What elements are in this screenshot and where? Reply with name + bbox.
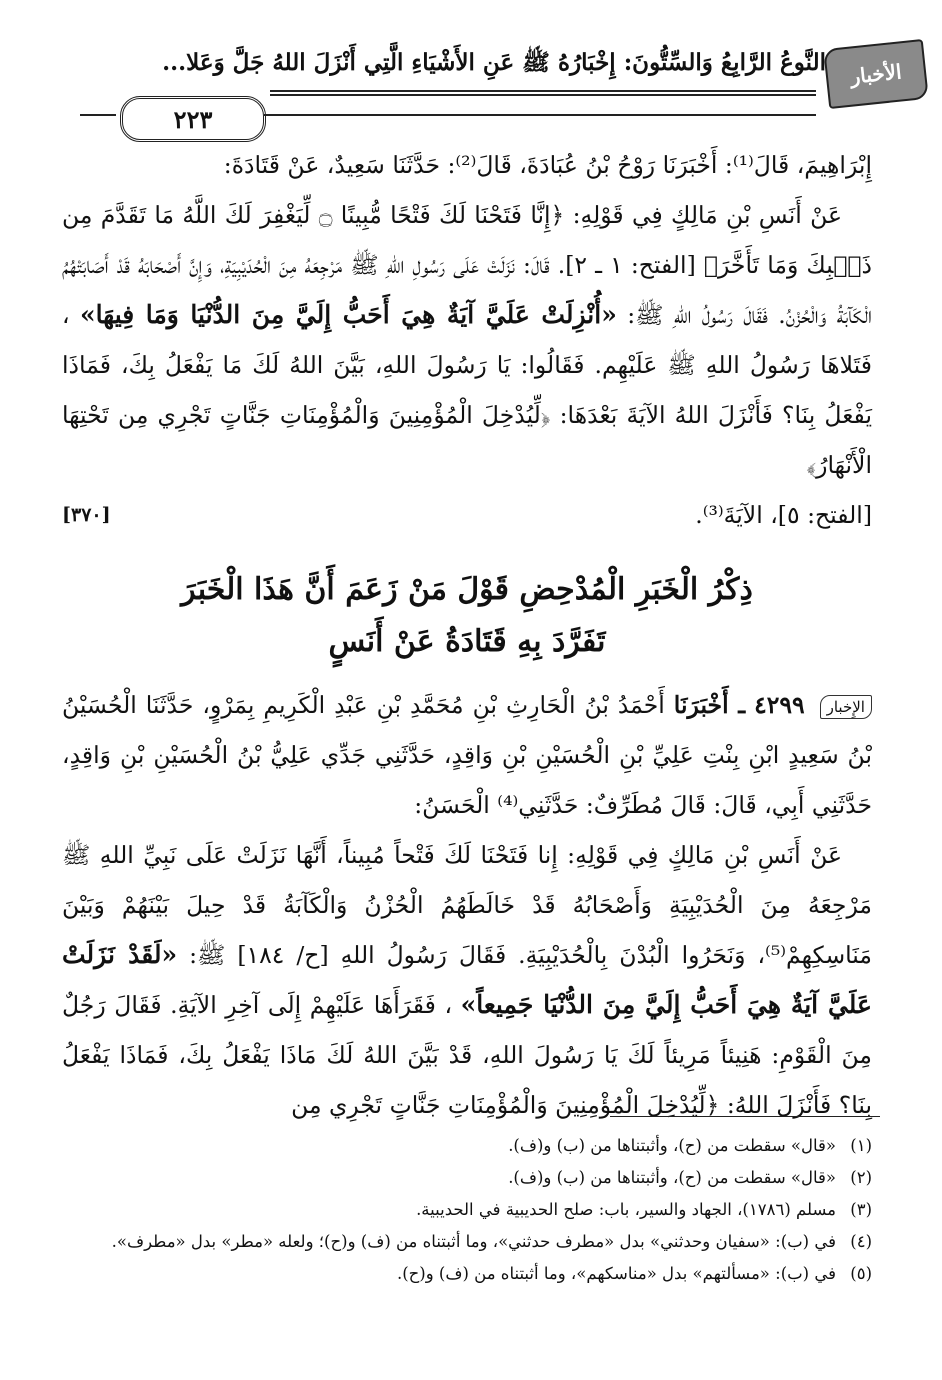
section-heading-line-2: تَفَرَّدَ بِهِ قَتَادَةُ عَنْ أَنَسٍ: [328, 624, 606, 659]
paragraph-isnad-continued: إِبْرَاهِيمَ، قَالَ⁽¹⁾: أَخْبَرَنَا رَوْحُ بْنُ عُبَادَةَ، قَالَ⁽²⁾: حَدَّثَنَا سَعِيدٌ، عَنْ قَتَادَةَ:: [223, 151, 872, 179]
page-header: [80, 38, 926, 134]
main-text: [62, 140, 872, 1130]
footnote-separator: [610, 1116, 880, 1117]
section-heading: [62, 564, 872, 668]
page-number: ٢٢٣: [120, 96, 266, 142]
footnote: (٣) مسلم (١٧٨٦)، الجهاد والسير، باب: صلح الحديبية في الحديبية.: [416, 1200, 872, 1219]
hadith-370-text: عَنْ أَنَسِ بْنِ مَالِكٍ فِي قَوْلِهِ: ﴿إِنَّا فَتَحْنَا لَكَ فَتْحًا مُّبِينًا ۝ لِّيَغْفِرَ لَكَ اللَّهُ مَا تَقَدَّمَ مِن ذَنۢبِكَ وَمَا تَأَخَّرَ﴾ [الفتح: ١ ـ ٢]. قَالَ: نَزَلَتْ عَلَى رَسُولِ اللهِ ﷺ مَرْجِعَهُ مِنَ الْحُدَيْبِيَةِ، وَإِنَّ أَصْحَابَهُ قَدْ أَصَابَتْهُمُ الْكَآبَةُ وَالْحُزْنُ. فَقَالَ رَسُولُ اللهِ ﷺ:: [62, 201, 872, 329]
section-heading-line-1: ذِكْرُ الْخَبَرِ الْمُدْحِضِ قَوْلَ مَنْ زَعَمَ أَنَّ هَذَا الْخَبَرَ: [181, 572, 753, 607]
quran-reference: [الفتح: ٥]، الآيَةَ⁽³⁾.: [695, 501, 872, 529]
hadith-serial-number: [٣٧٠]: [62, 504, 111, 526]
footnote: (٥) في (ب): «مسألتهم» بدل «مناسكهم»، وما أثبتناه من (ف) و(ح).: [396, 1264, 872, 1283]
footnote: (٢) «قال» سقطت من (ح)، وأثبتناها من (ب) و(ف).: [508, 1168, 872, 1187]
running-title: النَّوعُ الرَّابِعُ وَالسِّتُّونَ: إِخْبَارُهُ ﷺ عَنِ الأَشْيَاءِ الَّتِي أَنْزَلَ اللهُ جَلَّ وَعَلا...: [162, 49, 826, 76]
hadith-370-reference-line: [62, 490, 872, 540]
page-number-rule-right: [264, 114, 816, 116]
hadith-opening: ـ أَخْبَرَنَا: [673, 691, 746, 719]
header-rule-top: [270, 90, 816, 92]
paragraph-hadith-4299-matn: [62, 830, 872, 1130]
hadith-isnad: أَحْمَدُ بْنُ الْحَارِثِ بْنِ مُحَمَّدِ بْنِ عَبْدِ الْكَرِيمِ بِمَرْوٍ، حَدَّثَنَا الْحُسَيْنُ بْنُ سَعِيدٍ ابْنِ بِنْتِ عَلِيِّ بْنِ الْحُسَيْنِ بْنِ وَاقِدٍ، حَدَّثَنِي جَدِّي عَلِيُّ بْنُ الْحُسَيْنِ بْنِ وَاقِدٍ، حَدَّثَنِي أَبِي، قَالَ: قَالَ مُطَرِّفٌ: حَدَّثَنِي⁽⁴⁾ الْحَسَنُ:: [62, 691, 872, 819]
paragraph-hadith-4299-isnad: [62, 680, 872, 830]
hadith-matn-2: ، فَقَرَأَهَا عَلَيْهِمْ إِلَى آخِرِ الآيَةِ. فَقَالَ رَجُلٌ مِنَ الْقَوْمِ: هَنِيئاً مَرِيئاً لَكَ يَا رَسُولَ اللهِ، قَدْ بَيَّنَ اللهُ لَكَ مَاذَا يَفْعَلُ بِكَ، فَمَاذَا يَفْعَلُ بِنَا؟ فَأَنْزَلَ اللهُ: ﴿لِّيُدْخِلَ الْمُؤْمِنِينَ وَالْمُؤْمِنَاتِ جَنَّاتٍ تَجْرِي مِن: [62, 991, 872, 1119]
hadith-matn-1: عَنْ أَنَسِ بْنِ مَالِكٍ فِي قَوْلِهِ: إِنا فَتَحْنَا لَكَ فَتْحاً مُبِيناً، أَنَّهَا نَزَلَتْ عَلَى نَبِيِّ اللهِ ﷺ مَرْجِعَهُ مِنَ الْحُدَيْبِيَةِ وَأَصْحَابُهُ قَدْ خَالَطَهُمُ الْحُزْنُ وَالْكَآبَةُ قَدْ حِيلَ بَيْنَهُمْ وَبَيْنَ مَنَاسِكِهِمْ⁽⁵⁾، وَنَحَرُوا الْبُدْنَ بِالْحُدَيْبِيَةِ. فَقَالَ رَسُولُ اللهِ [ح/ ١٨٤] ﷺ:: [62, 841, 872, 969]
prophetic-saying-2: «لَقَدْ نَزَلَتْ عَلَيَّ آيَةٌ هِيَ أَحَبُّ إِلَيَّ مِنَ الدُّنْيَا جَمِيعاً»: [62, 940, 872, 1019]
footnote: (٤) في (ب): «سفيان وحدثني» بدل «مطرف حدثني»، وما أثبتناه من (ف) و(ح)؛ ولعله «مطر» بدل «مطرف».: [111, 1232, 872, 1251]
hadith-number: ٤٢٩٩: [754, 691, 805, 719]
page-number-rule-left: [80, 114, 116, 116]
paragraph-hadith-370: [62, 190, 872, 490]
chapter-badge: الأخبار: [823, 39, 929, 109]
ikhbar-tag: الإِخبار: [820, 695, 872, 719]
header-rule-bottom: [270, 94, 816, 96]
prophetic-saying: «أُنْزِلَتْ عَلَيَّ آيَةٌ هِيَ أَحَبُّ إِلَيَّ مِنَ الدُّنْيَا وَمَا فِيهَا»: [79, 300, 617, 329]
footnote: (١) «قال» سقطت من (ح)، وأثبتناها من (ب) و(ف).: [508, 1136, 872, 1155]
hadith-370-continued: ، فَتَلاهَا رَسُولُ اللهِ ﷺ عَلَيْهِم. فَقَالُوا: يَا رَسُولَ اللهِ، بَيَّنَ اللهُ لَكَ مَا يَفْعَلُ بِكَ، فَمَاذَا يَفْعَلُ بِنَا؟ فَأَنْزَلَ اللهُ الآيَةَ بَعْدَهَا: ﴿لِّيُدْخِلَ الْمُؤْمِنِينَ وَالْمُؤْمِنَاتِ جَنَّاتٍ تَجْرِي مِن تَحْتِهَا الْأَنْهَارُ﴾: [62, 301, 872, 479]
footnotes: [62, 1132, 872, 1292]
